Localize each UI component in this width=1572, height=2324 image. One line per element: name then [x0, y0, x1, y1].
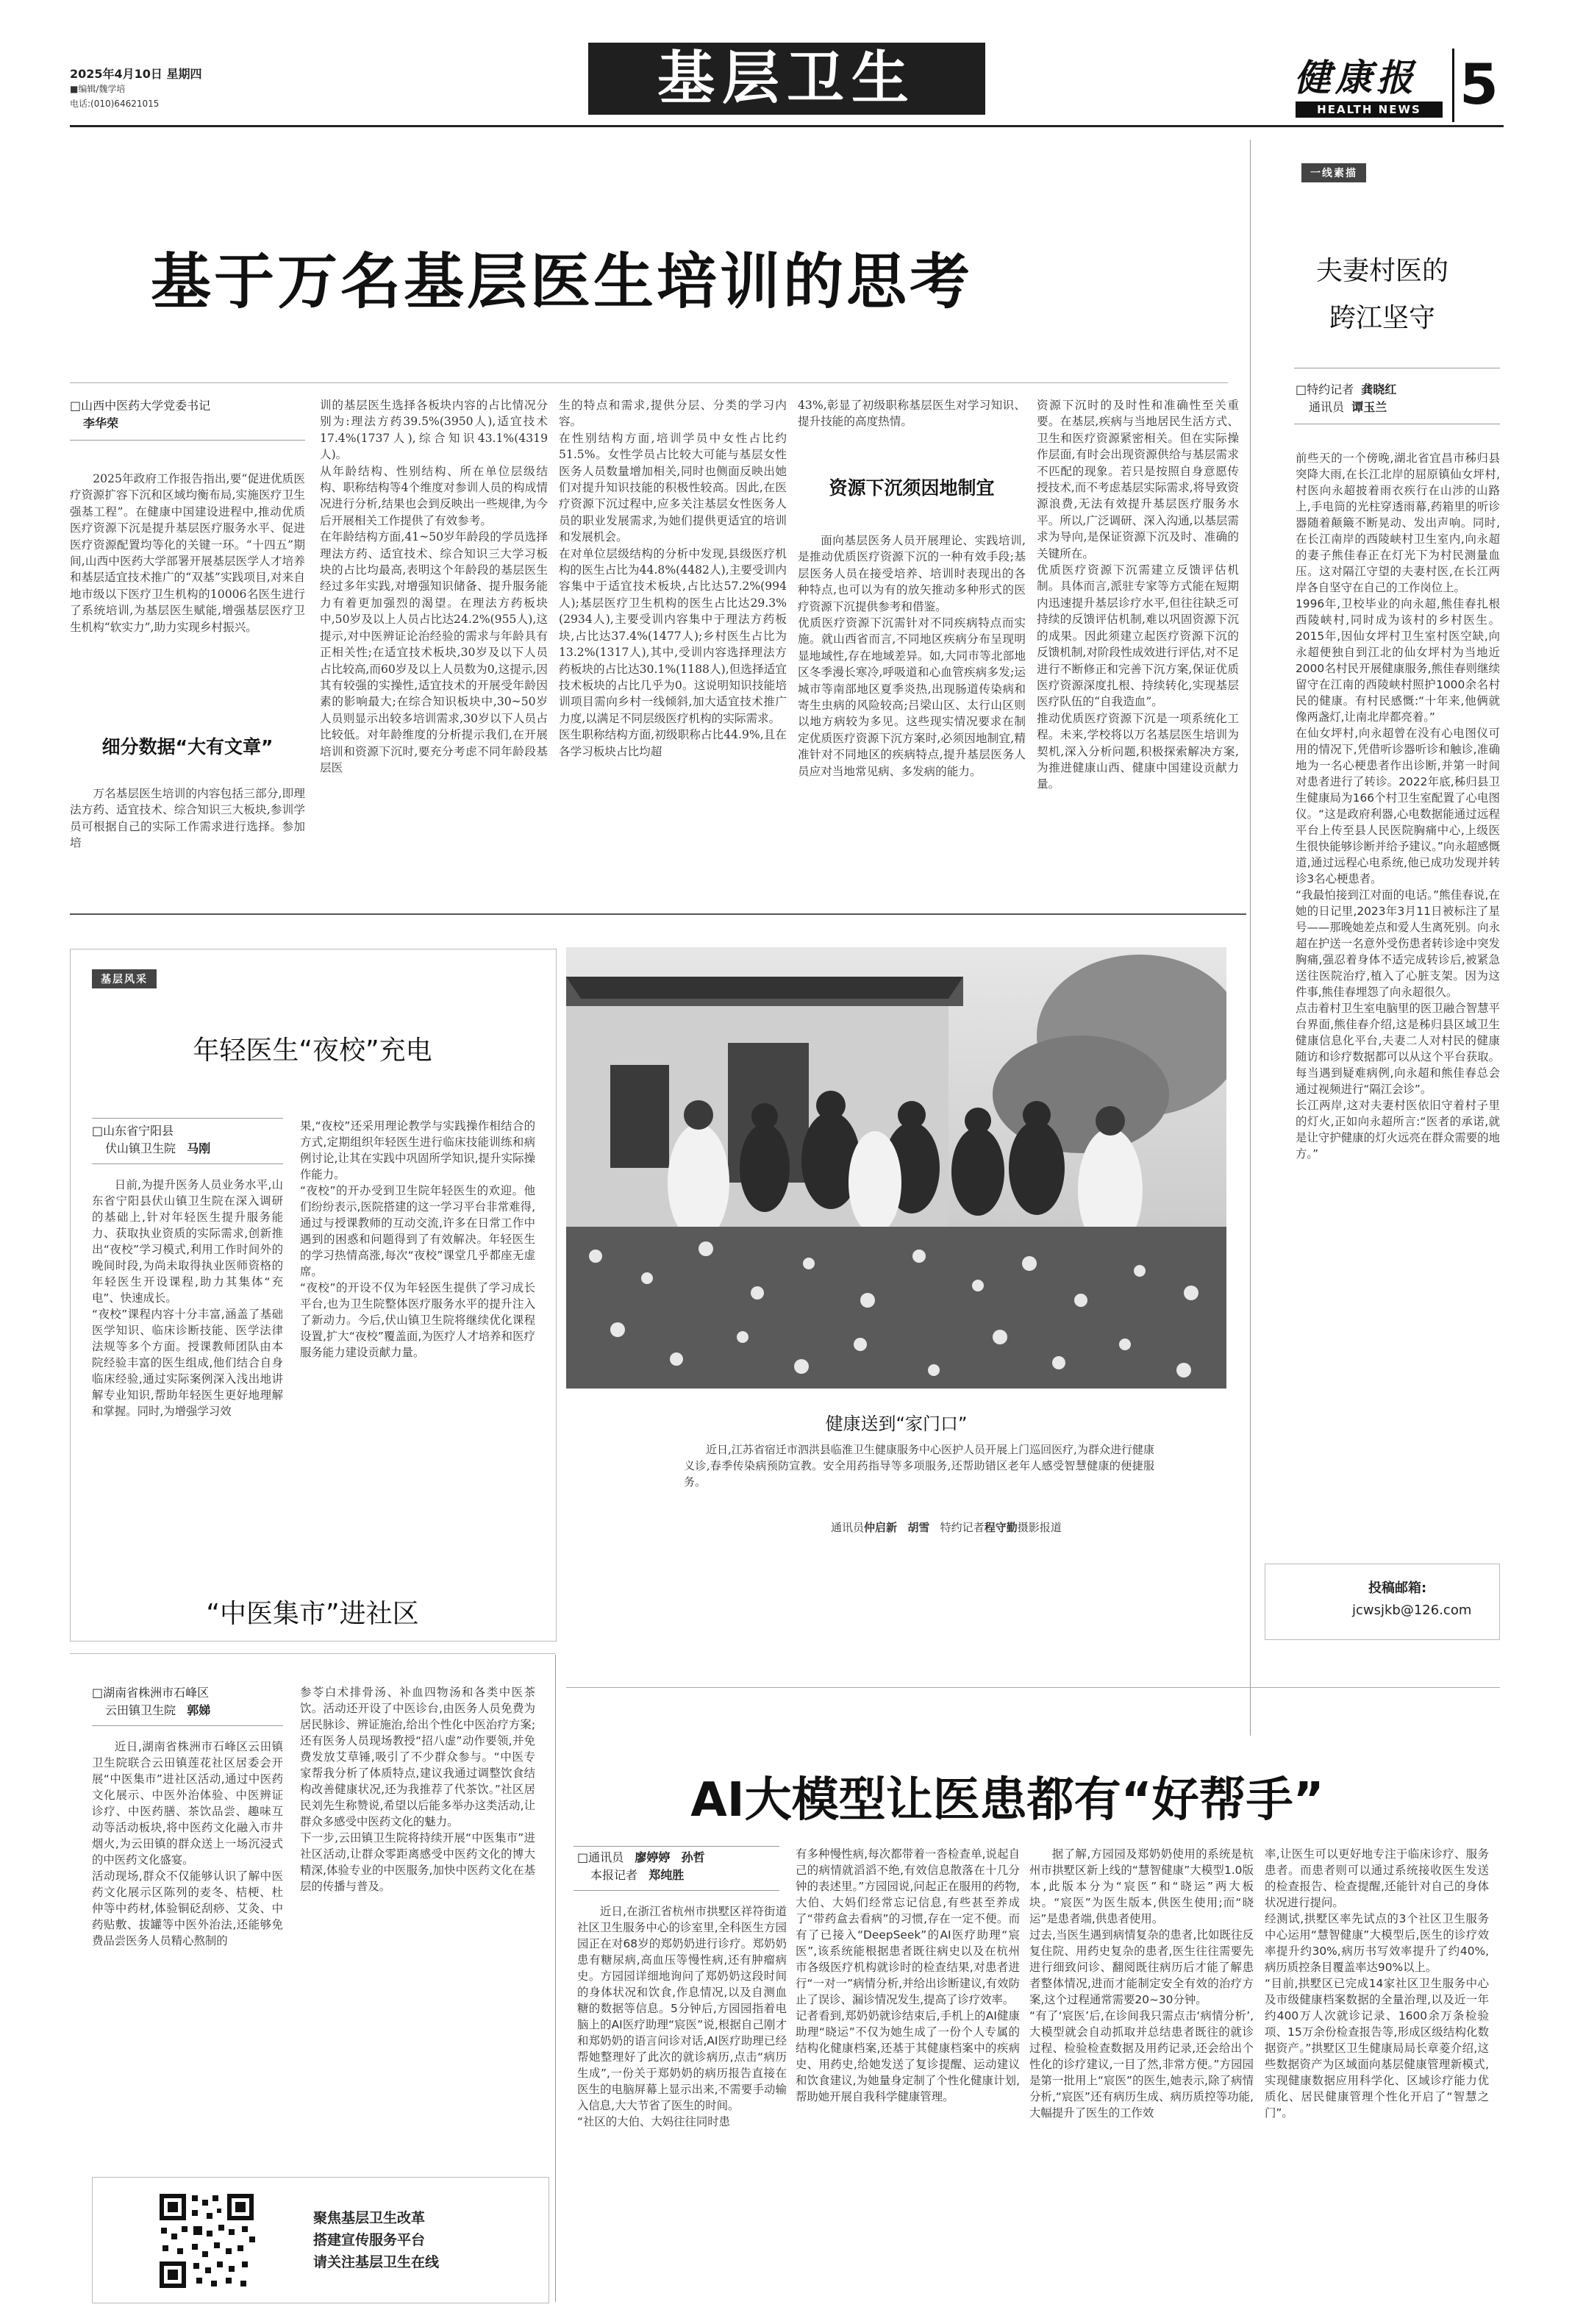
- night-school-col-1-text: 日前,为提升医务人员业务水平,山东省宁阳县伏山镇卫生院在深入调研的基础上,针对年轻医生提升服务能力、获取执业资质的实际需求,创新推出“夜校”学习模式,利用工作时间外的晚间时段,为尚未取得执业医师资格的年轻医生开设课程,助力其集体“充电”、快速成长。 “夜校”课程内容十分丰富,涵盖了基础医学知识、临床诊断技能、医学法律法规等多个方面。授课教师团队由本院经验丰富的医生组成,他们结合自身临床经验,通过实际案例深入浅出地讲解专业知识,帮助年轻医生更好地理解和掌握。同时,为增强学习效: [92, 1178, 283, 1418]
- tcm-org: □湖南省株洲市石峰区: [92, 1686, 210, 1700]
- ai-col-2-text: 有多种慢性病,每次都带着一沓检查单,说起自己的病情就滔滔不绝,有效信息散落在十几分钟的表述里。”方园园说,问起正在服用的药物,大伯、大妈们经常忘记信息,有些甚至养成了“带药盒去看病”的习惯,存在一定不便。而有了已接入“DeepSeek”的AI医疗助理“宸医”,该系统能根据患者既往病史以及在杭州市各级医疗机构就诊时的检查结果,对患者进行“一对一”病情分析,并给出诊断建议,有效防止了误诊、漏诊情况发生,提高了诊疗效率。 记者看到,郑奶奶就诊结束后,手机上的AI健康助理“晓运”不仅为她生成了一份个人专属的结构化健康档案,还基于其健康档案中的疾病史、用药史,给她发送了复诊提醒、运动建议和饮食建议,为她量身定制了个性化健康计划,帮助她开展自我科学健康管理。: [796, 1847, 1020, 2103]
- tcm-col-2-text: 参苓白术排骨汤、补血四物汤和各类中医茶饮。活动还开设了中医诊台,由医务人员免费为居民脉诊、辨证施治,给出个性化中医治疗方案;还有医务人员现场教授“招八虚”动作要领,并免费发放艾草锤,吸引了不少群众参与。“中医专家帮我分析了体质特点,建议我通过调整饮食结构改善健康状况,还为我推荐了代茶饮。”社区居民刘先生称赞说,希望以后能多举办这类活动,让群众多感受中医药文化的魅力。 下一步,云田镇卫生院将持续开展“中医集市”进社区活动,让群众零距离感受中医药文化的博大精深,体验专业的中医服务,加快中医药文化在基层的传播与普及。: [300, 1686, 535, 1893]
- qr-code-icon[interactable]: [155, 2189, 258, 2292]
- tcm-byline-rule: [92, 1725, 283, 1726]
- ai-col-4: [1265, 1846, 1489, 2302]
- qr-text: [313, 2207, 439, 2273]
- main-subhead-1: 细分数据“大有文章”: [101, 736, 274, 758]
- tcm-col-1: [92, 1739, 283, 2180]
- ai-col-2: [796, 1846, 1020, 2302]
- sidebar-title-2: 跨江坚守: [1329, 303, 1435, 333]
- paper-en: HEALTH NEWS: [1317, 103, 1421, 116]
- main-col-4b: [798, 532, 1026, 883]
- ai-col-3-text: 据了解,方园园及郑奶奶使用的系统是杭州市拱墅区新上线的“慧智健康”大模型1.0版本,此版本分为“宸医”和“晓运”两大板块。“宸医”为医生版本,供医生使用;而“晓运”是患者端,供患者使用。 过去,当医生遇到病情复杂的患者,比如既往反复住院、用药史复杂的患者,医生往往需要先进行细致问诊、翻阅既往病历后才能了解患者整体情况,进而才能制定安全有效的治疗方案,这个过程通常需要20~30分钟。 “有了‘宸医’后,在诊间我只需点击‘病情分析’,大模型就会自动抓取并总结患者既往的就诊过程、检验检查数据及用药记录,还会给出个性化的诊疗建议,一目了然,非常方便。”方园园是第一批用上“宸医”的医生,她表示,除了病情分析,“宸医”还有病历生成、病历质控等功能,大幅提升了医生的工作效: [1029, 1847, 1254, 2120]
- qr-box: [92, 2177, 549, 2303]
- ai-byline: [577, 1849, 783, 1884]
- photo-caption-text: 近日,江苏省宿迁市泗洪县临淮卫生健康服务中心医护人员开展上门巡回医疗,为群众进行健康义诊,春季传染病预防宣教。安全用药指导等多项服务,还帮助错区老年人感受智慧健康的便捷服务。: [684, 1443, 1154, 1489]
- sidebar-byline1-name: 龚晓红: [1361, 382, 1397, 396]
- email-address[interactable]: jcwsjkb@126.com: [1352, 1603, 1472, 1618]
- main-subhead-2: 资源下沉须因地制宜: [829, 477, 995, 499]
- ai-byline1-prefix: □通讯员: [577, 1850, 624, 1864]
- header-rule: [70, 125, 1504, 127]
- photo-credit-suffix: 摄影报道: [1017, 1521, 1062, 1534]
- main-bottom-rule: [70, 913, 1246, 915]
- tcm-col-2: [300, 1684, 535, 2162]
- main-col-4b-text: 面向基层医务人员开展理论、实践培训,是推动优质医疗资源下沉的一种有效手段;基层医务人员在接受培养、培训时表现出的各种特点,也可以为有的放矢推动多种形式的医疗资源下沉提供参考和借鉴。 优质医疗资源下沉需针对不同疾病特点而实施。就山西省而言,不同地区疾病分布呈现明显地域性,存在地域差异。如,大同市等北部地区冬季漫长寒冷,呼吸道和心血管疾病多发;运城市等南部地区夏季炎热,出现肠道传染病和寄生虫病的风险较高;吕梁山区、太行山区则以地方病较为多见。这些现实情况要求在制定优质医疗资源下沉方案时,必须因地制宜,精准针对不同地区的疾病特点,提升基层医务人员应对当地常见病、多发病的能力。: [798, 534, 1026, 778]
- ai-byline2-prefix: 本报记者: [590, 1868, 638, 1882]
- night-school-unit: 伏山镇卫生院: [105, 1141, 176, 1155]
- main-col-1a-text: 2025年政府工作报告指出,要“促进优质医疗资源扩容下沉和区域均衡布局,实施医疗卫生强基工程”。在健康中国建设进程中,推动优质医疗资源下沉是提升基层医疗服务水平、促进医疗资源配置均等化的关键一环。“十四五”期间,山西中医药大学部署开展基层医学人才培养和基层适宜技术推广的“双基”实践项目,对来自地市级以下医疗卫生机构的10006名医生进行了系统培训,为基层医生赋能,增强基层医疗卫生机构“软实力”,助力实现乡村振兴。: [70, 472, 305, 634]
- section-title: 基层卫生: [657, 46, 916, 112]
- night-school-org: □山东省宁阳县: [92, 1124, 174, 1138]
- main-col-4a-text: 43%,彰显了初级职称基层医生对学习知识、提升技能的高度热情。: [798, 399, 1026, 429]
- paper-logo: 健康报: [1294, 56, 1418, 99]
- ai-col-4-text: 率,让医生可以更好地专注于临床诊疗、服务患者。而患者则可以通过系统接收医生发送的检查报告、检查提醒,还能针对自己的身体状况进行提问。 经测试,拱墅区率先试点的3个社区卫生服务中心运用“慧智健康”大模型后,医生的诊疗效率提升约30%,病历书写效率提升了约40%,病历质控条目覆盖率达90%以上。 “目前,拱墅区已完成14家社区卫生服务中心及市级健康档案数据的全量治理,以及近一年约400万人次就诊记录、1600余万条检验项、15万余份检查报告等,形成区级结构化数据资产。”拱墅区卫生健康局局长章菱介绍,这些数据资产为区域面向基层健康管理新模式,实现健康数据应用科学化、区域诊疗能力优质化、居民健康管理个性化开启了“智慧之门”。: [1265, 1847, 1489, 2120]
- night-school-rule-1: [92, 1118, 283, 1119]
- photo-credit-prefix: 通讯员: [831, 1521, 865, 1534]
- ai-col-3: [1029, 1846, 1254, 2302]
- ai-byline-rule-top: [574, 1846, 779, 1847]
- sidebar-tag: 一线素描: [1301, 163, 1366, 182]
- header-date: 2025年4月10日 星期四: [70, 67, 202, 81]
- qr-line-3: 请关注基层卫生在线: [313, 2254, 440, 2270]
- section-title-box: [588, 43, 985, 115]
- photo-credit-1: 仲启新: [864, 1521, 898, 1534]
- night-school-tag: 基层风采: [92, 969, 157, 988]
- qr-line-1: 聚焦基层卫生改革: [313, 2210, 426, 2226]
- photo-credit-mid: 特约记者: [940, 1521, 985, 1534]
- email-label: 投稿邮箱:: [1368, 1580, 1427, 1596]
- main-byline-underline: [70, 440, 305, 441]
- main-col-4a: [798, 397, 1026, 441]
- main-col-2: [320, 397, 548, 883]
- sidebar-title-1: 夫妻村医的: [1315, 256, 1448, 286]
- ai-section-divider: [555, 1655, 556, 2302]
- tcm-col-1-text: 近日,湖南省株洲市石峰区云田镇卫生院联合云田镇莲花社区居委会开展“中医集市”进社区活动,通过中医药文化展示、中医外治体验、中医辨证诊疗、中医药膳、茶饮品尝、趣味互动等活动板块,将中医药文化融入市井烟火,为云田镇的群众送上一场沉浸式的中医药文化盛宴。 活动现场,群众不仅能够认识了解中医药文化展示区陈列的麦冬、桔梗、杜仲等中药材,体验铜砭刮痧、艾灸、中药贴敷、拔罐等中医外治法,还能够免费品尝医务人员精心熬制的: [92, 1740, 283, 1947]
- ai-byline2-name: 郑纯胜: [649, 1868, 685, 1882]
- photo-credit-3: 程守勤: [984, 1521, 1018, 1534]
- main-col-3-text: 生的特点和需求,提供分层、分类的学习内容。 在性别结构方面,培训学员中女性占比约51.5%。女性学员占比较大可能与基层女性医务人员数量增加相关,同时也侧面反映出她们对提升知识技能的积极性较高。因此,在医疗资源下沉过程中,应多关注基层女性医务人员的职业发展需求,为她们提供更适宜的培训和发展机会。 在对单位层级结构的分析中发现,县级医疗机构的医生占比为44.8%(4482人),主要受训内容集中于适宜技术板块,占比达57.2%(994人);基层医疗卫生机构的医生占比达29.3%(2934人),主要受训内容集中于理法方药板块,占比达37.4%(1477人);乡村医生占比为13.2%(1317人),其中,受训内容选择理法方药板块的占比达30.1%(1188人),但选择适宜技术板块的占比几乎为0。这说明知识技能培训项目需向乡村一线倾斜,加大适宜技术推广力度,以满足不同层级医疗机构的实际需求。 医生职称结构方面,初级职称占比44.9%,且在各学习板块占比均超: [559, 399, 787, 758]
- tcm-byline: [92, 1684, 283, 1719]
- sidebar-divider: [1250, 140, 1251, 1736]
- paper-en-label: [1296, 101, 1443, 118]
- photo-title: 健康送到“家门口”: [825, 1414, 968, 1434]
- tcm-unit: 云田镇卫生院: [105, 1703, 176, 1717]
- ai-top-rule: [566, 1687, 1500, 1688]
- night-school-author: 马刚: [187, 1141, 211, 1155]
- main-col-1b: [70, 785, 305, 881]
- tcm-headline: “中医集市”进社区: [206, 1599, 419, 1629]
- night-school-col-2-text: 果,“夜校”还采用理论教学与实践操作相结合的方式,定期组织年轻医生进行临床技能训练和病例讨论,让其在实践中巩固所学知识,提升实际操作能力。 “夜校”的开办受到卫生院年轻医生的欢迎。他们纷纷表示,医院搭建的这一学习平台非常难得,通过与授课教师的互动交流,许多在日常工作中遇到的困惑和问题得到了有效解决。年轻医生的学习热情高涨,每次“夜校”课堂几乎都座无虚席。 “夜校”的开设不仅为年轻医生提供了学习成长平台,也为卫生院整体医疗服务水平的提升注入了新动力。今后,伏山镇卫生院将继续优化课程设置,扩大“夜校”覆盖面,为医疗人才培养和医疗服务能力建设贡献力量。: [300, 1119, 535, 1359]
- tcm-top-rule: [70, 1653, 555, 1654]
- main-author-org: □山西中医药大学党委书记: [70, 399, 211, 413]
- qr-line-2: 搭建宣传服务平台: [313, 2232, 426, 2248]
- ai-col-1-text: 近日,在浙江省杭州市拱墅区祥符街道社区卫生服务中心的诊室里,全科医生方园园正在对68岁的郑奶奶进行诊疗。郑奶奶患有糖尿病,高血压等慢性病,还有肿瘤病史。方园园详细地询问了郑奶奶这段时间的身体状况和饮食,作息情况,以及自测血糖的数据等信息。5分钟后,方园园指着电脑上的AI医疗助理“宸医”说,根据自己刚才和郑奶奶的语言问诊对话,AI医疗助理已经帮她整理好了此次的就诊病历,点击“病历生成”,一份关于郑奶奶的病历报告直接在医生的电脑屏幕上显示出来,不需要手动输入信息,大大节省了医生的时间。 “社区的大伯、大妈往往同时患: [577, 1905, 787, 2128]
- sidebar-body-text: 前些天的一个傍晚,湖北省宜昌市秭归县突降大雨,在长江北岸的屈原镇仙女坪村,村医向永超披着雨衣疾行在山涉的山路上,手电筒的光柱穿透雨幕,药箱里的听诊器随着颠簸不断晃动、发出声响。同时,在长江南岸的西陵峡村卫生室内,向永超的妻子熊佳春正在灯光下为村民测量血压。这对隔江守望的夫妻村医,在长江两岸各自坚守在自己的工作岗位上。 1996年,卫校毕业的向永超,熊佳春扎根西陵峡村,同时成为该村的乡村医生。2015年,因仙女坪村卫生室村医空缺,向永超便独自到江北的仙女坪村为当地近2000名村民开展健康服务,熊佳春则继续留守在江南的西陵峡村照护1000余名村民的健康。有村民感慨:“十年来,他俩就像两盏灯,让南北岸都亮着。” 在仙女坪村,向永超曾在没有心电图仪可用的情况下,凭借听诊器听诊和触诊,准确地为一名心梗患者作出诊断,并第一时间对患者进行了转诊。2022年底,秭归县卫生健康局为166个村卫生室配置了心电图仪。“这是政府利器,心电数据能通过远程平台上传至县人民医院胸痛中心,上级医生很快能够诊断并给予建议。”向永超感慨道,通过远程心电系统,他已成功发现并转诊3名心梗患者。 “我最怕接到江对面的电话。”熊佳春说,在她的日记里,2023年3月11日被标注了星号——那晚她差点和爱人生离死别。向永超在护送一名意外受伤患者转诊途中突发胸痛,强忍着身体不适完成转诊后,被紧急送往医院治疗,植入了心脏支架。因为这件事,熊佳春埋怨了向永超很久。 点击着村卫生室电脑里的医卫融合智慧平台界面,熊佳春介绍,这是秭归县区域卫生健康信息化平台,夫妻二人对村民的健康随访和诊疗数据都可以从这个平台获取。每当遇到疑难病例,向永超和熊佳春总会通过视频进行“隔江会诊”。 长江两岸,这对夫妻村医依旧守着村子里的灯火,正如向永超所言:“医者的承诺,就是让守护健康的灯火远亮在群众需要的地方。”: [1296, 452, 1500, 1161]
- main-col-2-text: 训的基层医生选择各板块内容的占比情况分别为:理法方药39.5%(3950人),适宜技术17.4%(1737人),综合知识43.1%(4319人)。 从年龄结构、性别结构、所在单位层级结构、职称结构等4个维度对参训人员的构成情况进行分析,结果也会到反映出一些规律,为今后开展相关工作提供了有效参考。 在年龄结构方面,41~50岁年龄段的学员选择理法方药、适宜技术、综合知识三大学习板块的占比均最高,表明这个年龄段的基层医生经过多年实践,对增强知识储备、提升服务能力有着更加强烈的渴望。在理法方药板块中,50岁及以上人员占比达24.2%(955人),这提示,对中医辨证论治经验的需求与年龄具有正相关性;在适宜技术板块,30岁及以下人员占比较高,而60岁及以上人员数为0,这提示,因其有较强的实操性,适宜技术的开展受年龄因素的影响最大;在综合知识板块中,30~50岁人员则显示出较多培训需求,30岁以下人员占比较低。对年龄维度的分析提示我们,在开展培训和资源下沉时,要充分考虑不同年龄段基层医: [320, 399, 548, 774]
- header-divider: [1452, 49, 1454, 122]
- photo-scene-illustration: [566, 947, 1226, 1389]
- main-col-5: [1037, 397, 1239, 883]
- header-editor: ■编辑/魏学培: [70, 84, 126, 94]
- night-school-col-1: [92, 1177, 283, 1625]
- ai-byline1-name2: 孙哲: [681, 1850, 705, 1864]
- main-byline: [70, 397, 305, 432]
- main-col-1b-text: 万名基层医生培训的内容包括三部分,即理法方药、适宜技术、综合知识三大板块,参训学员可根据自己的实际工作需求进行选择。参加培: [70, 787, 305, 850]
- main-col-5-text: 资源下沉时的及时性和准确性至关重要。在基层,疾病与当地居民生活方式、卫生和医疗资源紧密相关。但在实际操作层面,有时会出现资源供给与基层需求不匹配的现象。若只是按照自身意愿传授技术,而不考虑基层实际需求,将导致资源浪费,无法有效提升基层医疗服务水平。所以,广泛调研、深入沟通,以基层需求为导向,是保证资源下沉及时、准确的关键所在。 优质医疗资源下沉需建立反馈评估机制。具体而言,派驻专家等方式能在短期内迅速提升基层诊疗水平,但往往缺乏可持续的反馈评估机制,难以巩固资源下沉的成果。因此须建立起医疗资源下沉的反馈机制,对阶段性成效进行评估,对不足进行不断修正和完善下沉方案,保证优质医疗资源深度扎根、持续转化,实现基层医疗队伍的“自我造血”。 推动优质医疗资源下沉是一项系统化工程。未来,学校将以万名基层医生培训为契机,深入分析问题,积极探索解决方案,为推进健康山西、健康中国建设贡献力量。: [1037, 399, 1239, 791]
- photo-caption: [684, 1441, 1154, 1512]
- sidebar-byline1-prefix: □特约记者: [1296, 382, 1354, 396]
- main-headline: 基于万名基层医生培训的思考: [151, 246, 973, 317]
- page-number: 5: [1460, 51, 1498, 117]
- ai-col-1: [577, 1903, 787, 2300]
- sidebar-byline2-name: 谭玉兰: [1351, 400, 1387, 414]
- news-photo: [566, 947, 1226, 1389]
- night-school-headline: 年轻医生“夜校”充电: [193, 1036, 432, 1066]
- ai-headline: AI大模型让医患都有“好帮手”: [690, 1773, 1324, 1828]
- photo-credit: [831, 1519, 1062, 1535]
- header-phone: 电话:(010)64621015: [70, 99, 160, 109]
- photo-credit-2: 胡雪: [907, 1521, 930, 1534]
- sidebar-body: [1296, 450, 1500, 1436]
- ai-byline-rule-bottom: [574, 1890, 779, 1891]
- night-school-rule-2: [92, 1163, 283, 1164]
- tcm-author: 郭娣: [187, 1703, 211, 1717]
- night-school-byline: [92, 1122, 283, 1158]
- sidebar-byline2-prefix: 通讯员: [1309, 400, 1345, 414]
- main-col-3: [559, 397, 787, 883]
- email-box: [1265, 1564, 1500, 1640]
- main-byline-rule: [70, 382, 1228, 383]
- ai-byline1-name1: 廖婷婷: [635, 1850, 671, 1864]
- night-school-col-2: [300, 1118, 535, 1625]
- main-col-1a: [70, 471, 305, 691]
- sidebar-byline: [1296, 381, 1501, 416]
- main-author-name: 李华荣: [83, 416, 119, 430]
